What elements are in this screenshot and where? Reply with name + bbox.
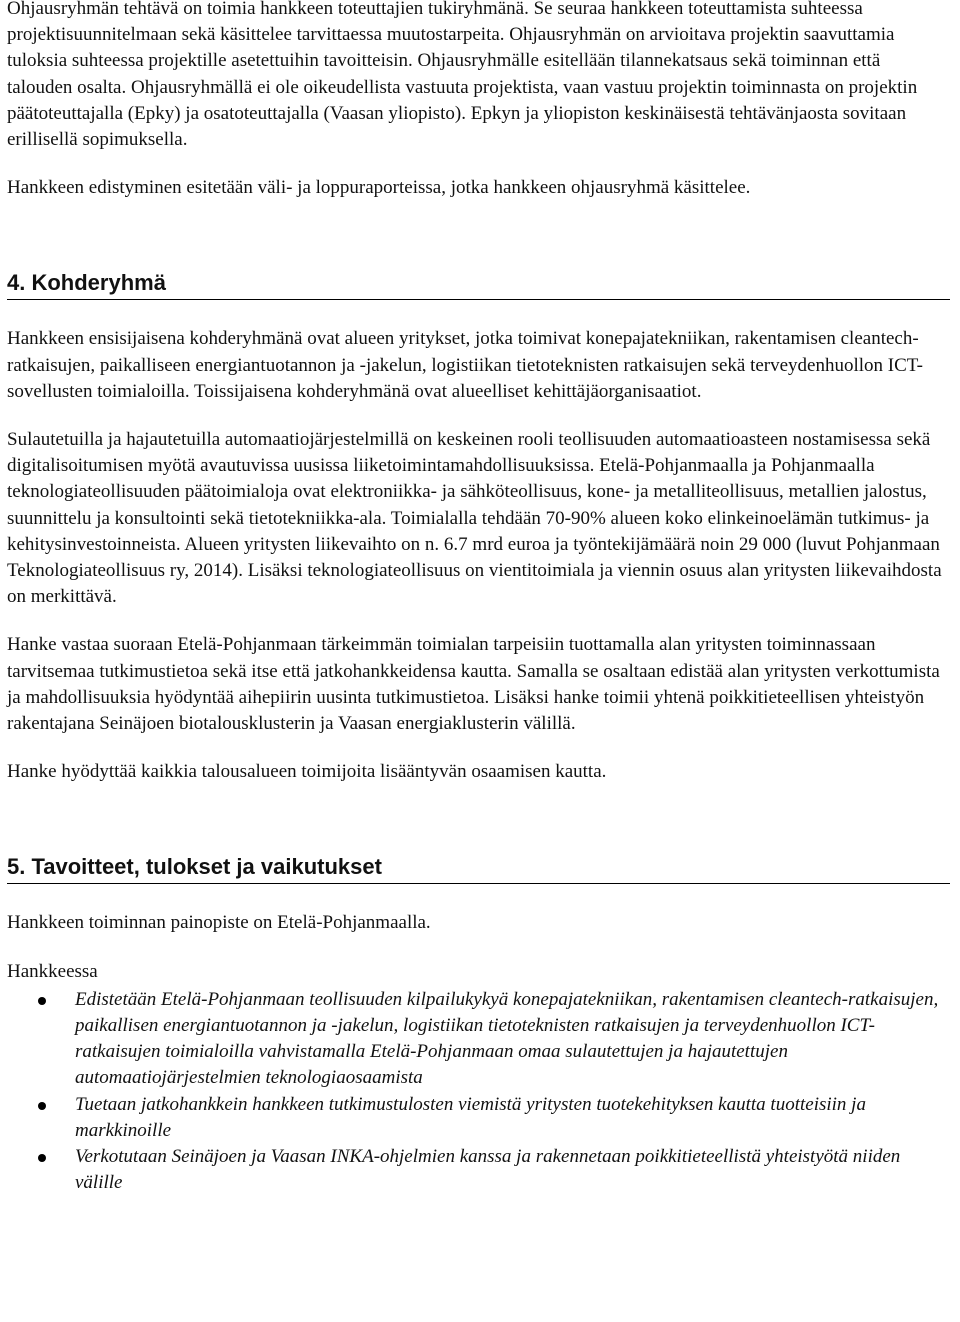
list-item — [75, 1092, 950, 1144]
list-item-text: Edistetään Etelä-Pohjanmaan teollisuuden kilpailukykyä konepajatekniikan, rakentamisen cleantech-ratkaisujen, paikallisen energiantuotannon ja -jakelun, logistiikan tietoteknisten ratkaisujen ja terveydenhuollon ICT-ratkaisujen toimialoilla vahvistamalla Etelä-Pohjanmaan omaa sulautettujen ja hajautettujen automaatiojärjestelmien teknologiaosaamista — [75, 988, 939, 1089]
focus-paragraph: Hankkeen toiminnan painopiste on Etelä-Pohjanmaalla. — [7, 912, 431, 934]
list-item — [75, 1144, 950, 1196]
progress-reporting-paragraph: Hankkeen edistyminen esitetään väli- ja loppuraporteissa, jotka hankkeen ohjausryhmä käsittelee. — [7, 177, 751, 199]
goals-list — [7, 987, 950, 1197]
target-group-paragraph-4: Hanke hyödyttää kaikkia talousalueen toimijoita lisääntyvän osaamisen kautta. — [7, 761, 607, 783]
section-5-heading: 5. Tavoitteet, tulokset ja vaikutukset — [7, 853, 950, 884]
list-intro: Hankkeessa — [7, 960, 98, 982]
list-item-text: Verkotutaan Seinäjoen ja Vaasan INKA-ohjelmien kanssa ja rakennetaan poikkitieteellistä yhteistyötä niiden välille — [75, 1146, 901, 1194]
bullet-icon — [38, 1154, 46, 1162]
list-item — [75, 987, 950, 1092]
bullet-icon — [38, 1102, 46, 1110]
target-group-paragraph-3: Hanke vastaa suoraan Etelä-Pohjanmaan tärkeimmän toimialan tarpeisiin tuottamalla alan yritysten toiminnassaan tarvitsemaa tutkimustietoa sekä itse että jatkohankkeidensa kautta. Samalla se osaltaan edistää alan yritysten verkottumista ja mahdollisuuksia hyödyntää aihepiirin uusinta tutkimustietoa. Lisäksi hanke toimii yhtenä poikkitieteellisen yhteistyön rakentajana Seinäjoen biotalousklusterin ja Vaasan energiaklusterin välillä. — [7, 634, 940, 735]
section-4-heading: 4. Kohderyhmä — [7, 269, 950, 300]
list-item-text: Tuetaan jatkohankkein hankkeen tutkimustulosten viemistä yritysten tuotekehityksen kautta tuotteisiin ja markkinoille — [75, 1093, 866, 1141]
target-group-paragraph-1: Hankkeen ensisijaisena kohderyhmänä ovat alueen yritykset, jotka toimivat konepajatekniikan, rakentamisen cleantech-ratkaisujen, paikalliseen energiantuotannon ja -jakelun, logistiikan tietoteknisten ratkaisujen sekä terveydenhuollon ICT-sovellusten toimialoilla. Toissijaisena kohderyhmänä ovat alueelliset kehittäjäorganisaatiot. — [7, 328, 923, 402]
target-group-paragraph-2: Sulautetuilla ja hajautetuilla automaatiojärjestelmillä on keskeinen rooli teollisuuden automaatioasteen nostamisessa sekä digitalisoitumisen myötä avautuvissa uusissa liiketoimintamahdollisuuksissa. Etelä-Pohjanmaalla ja Pohjanmaalla teknologiateollisuuden päätoimialoja ovat elektroniikka- ja sähköteollisuus, kone- ja metalliteollisuus, metallien jalostus, suunnittelu ja konsultointi sekä tietotekniikka-ala. Toimialalla tehdään 70-90% alueen koko elinkeinoelämän tutkimus- ja kehitysinvestoinneista. Alueen yritysten liikevaihto on n. 6.7 mrd euroa ja työntekijämäärä noin 29 000 (luvut Pohjanmaan Teknologiateollisuus ry, 2014). Lisäksi teknologiateollisuus on vientitoimiala ja viennin osuus alan yritysten liikevaihdosta on merkittävä. — [7, 429, 942, 608]
steering-group-paragraph: Ohjausryhmän tehtävä on toimia hankkeen toteuttajien tukiryhmänä. Se seuraa hankkeen toteuttamista suhteessa projektisuunnitelmaan sekä käsittelee tarvittaessa muutostarpeita. Ohjausryhmän on arvioitava projektin saavuttamia tuloksia suhteessa projektille asetettuihin tavoitteisin. Ohjausryhmälle esitellään tilannekatsaus sekä toiminnan että talouden osalta. Ohjausryhmällä ei ole oikeudellista vastuuta projektista, vaan vastuu projektin toiminnasta on projektin päätoteuttajalla (Epky) ja osatoteuttajalla (Vaasan yliopisto). Epkyn ja yliopiston keskinäisestä tehtävänjaosta sovitaan erillisellä sopimuksella. — [7, 0, 918, 151]
bullet-icon — [38, 997, 46, 1005]
